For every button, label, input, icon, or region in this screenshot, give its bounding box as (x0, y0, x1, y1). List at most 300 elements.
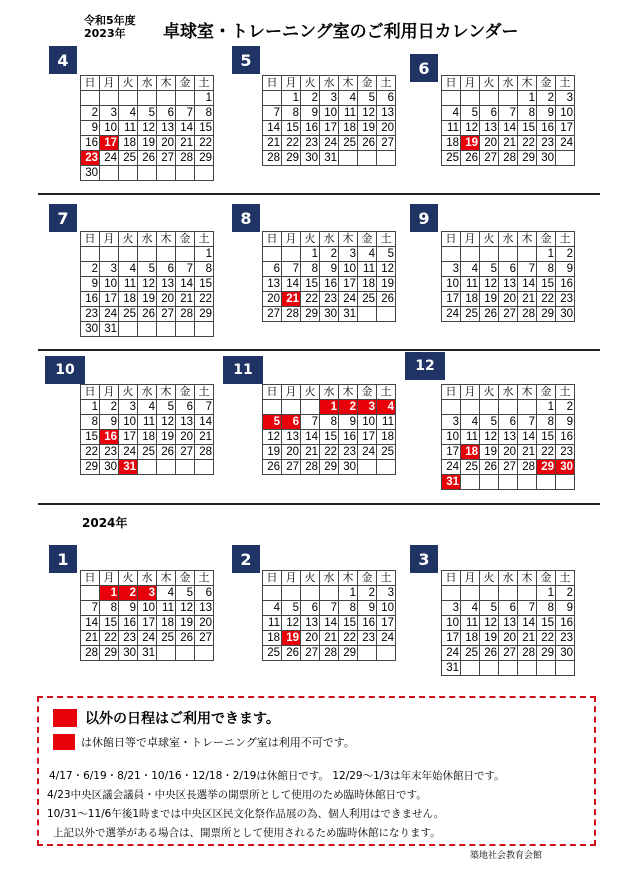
empty-day-cell (518, 475, 537, 490)
day-cell: 17 (358, 430, 377, 445)
day-cell: 24 (442, 307, 461, 322)
week-row (442, 121, 575, 136)
month-badge: 12 (405, 352, 445, 380)
closed-day-cell: 23 (81, 151, 100, 166)
day-cell: 28 (518, 460, 537, 475)
empty-day-cell (282, 247, 301, 262)
day-cell: 17 (339, 277, 358, 292)
day-cell: 6 (301, 601, 320, 616)
month-calendar-table (441, 231, 575, 322)
week-row (81, 106, 214, 121)
note-line: 4/23中央区議会議員・中央区長選挙の開票所として使用のため臨時休館日です。 (47, 789, 427, 801)
month-calendar-table (80, 570, 214, 661)
day-cell: 19 (377, 277, 396, 292)
weekday-header: 金 (537, 76, 556, 91)
weekday-header-row (81, 385, 214, 400)
day-cell: 19 (480, 292, 499, 307)
week-row (442, 646, 575, 661)
empty-day-cell (518, 400, 537, 415)
day-cell: 12 (461, 121, 480, 136)
empty-day-cell (556, 151, 575, 166)
day-cell: 10 (100, 121, 119, 136)
weekday-header: 日 (263, 76, 282, 91)
empty-day-cell (480, 247, 499, 262)
day-cell: 22 (518, 136, 537, 151)
day-cell: 20 (301, 631, 320, 646)
month-badge: 8 (232, 204, 260, 232)
weekday-header: 木 (157, 76, 176, 91)
weekday-header: 土 (195, 571, 214, 586)
day-cell: 13 (499, 277, 518, 292)
day-cell: 23 (556, 445, 575, 460)
weekday-header: 火 (480, 385, 499, 400)
day-cell: 14 (176, 277, 195, 292)
empty-day-cell (537, 661, 556, 676)
closed-day-cell: 5 (263, 415, 282, 430)
day-cell: 14 (282, 277, 301, 292)
weekday-header: 木 (339, 232, 358, 247)
day-cell: 16 (301, 121, 320, 136)
day-cell: 27 (157, 151, 176, 166)
day-cell: 29 (301, 307, 320, 322)
weekday-header-row (263, 571, 396, 586)
legend-swatch-red (53, 709, 77, 727)
day-cell: 22 (282, 136, 301, 151)
weekday-header: 日 (263, 571, 282, 586)
day-cell: 30 (556, 646, 575, 661)
empty-day-cell (499, 91, 518, 106)
weekday-header: 水 (138, 571, 157, 586)
week-row (263, 616, 396, 631)
weekday-header: 月 (100, 232, 119, 247)
day-cell: 20 (499, 292, 518, 307)
day-cell: 5 (282, 601, 301, 616)
day-cell: 13 (263, 277, 282, 292)
closed-day-cell: 16 (100, 430, 119, 445)
weekday-header: 土 (556, 232, 575, 247)
week-row (442, 616, 575, 631)
day-cell: 6 (195, 586, 214, 601)
day-cell: 4 (461, 415, 480, 430)
closed-day-cell: 17 (100, 136, 119, 151)
day-cell: 11 (442, 121, 461, 136)
day-cell: 21 (195, 430, 214, 445)
weekday-header: 月 (461, 76, 480, 91)
day-cell: 3 (339, 247, 358, 262)
day-cell: 20 (157, 292, 176, 307)
month-badge: 11 (223, 356, 263, 384)
day-cell: 10 (442, 277, 461, 292)
day-cell: 29 (282, 151, 301, 166)
day-cell: 11 (461, 277, 480, 292)
day-cell: 18 (138, 430, 157, 445)
empty-day-cell (157, 166, 176, 181)
day-cell: 26 (377, 292, 396, 307)
day-cell: 19 (157, 430, 176, 445)
empty-day-cell (480, 661, 499, 676)
weekday-header: 金 (358, 232, 377, 247)
day-cell: 10 (442, 430, 461, 445)
day-cell: 6 (263, 262, 282, 277)
empty-day-cell (119, 91, 138, 106)
empty-day-cell (176, 166, 195, 181)
day-cell: 28 (176, 151, 195, 166)
day-cell: 3 (442, 262, 461, 277)
week-row (81, 616, 214, 631)
day-cell: 19 (176, 616, 195, 631)
day-cell: 5 (480, 601, 499, 616)
day-cell: 15 (195, 121, 214, 136)
empty-day-cell (442, 586, 461, 601)
weekday-header: 月 (282, 385, 301, 400)
week-row (442, 262, 575, 277)
empty-day-cell (358, 307, 377, 322)
day-cell: 14 (81, 616, 100, 631)
empty-day-cell (461, 400, 480, 415)
day-cell: 29 (339, 646, 358, 661)
day-cell: 28 (499, 151, 518, 166)
weekday-header: 火 (480, 571, 499, 586)
day-cell: 3 (377, 586, 396, 601)
day-cell: 14 (195, 415, 214, 430)
week-row (81, 247, 214, 262)
closed-day-cell: 2 (339, 400, 358, 415)
empty-day-cell (339, 151, 358, 166)
day-cell: 14 (263, 121, 282, 136)
day-cell: 28 (195, 445, 214, 460)
empty-day-cell (358, 151, 377, 166)
day-cell: 27 (157, 307, 176, 322)
day-cell: 29 (518, 151, 537, 166)
day-cell: 4 (138, 400, 157, 415)
day-cell: 19 (480, 445, 499, 460)
week-row (263, 400, 396, 415)
day-cell: 15 (537, 616, 556, 631)
weekday-header: 金 (537, 232, 556, 247)
legend-available (53, 708, 280, 728)
day-cell: 2 (537, 91, 556, 106)
day-cell: 16 (320, 277, 339, 292)
day-cell: 18 (442, 136, 461, 151)
day-cell: 12 (480, 277, 499, 292)
day-cell: 25 (119, 307, 138, 322)
day-cell: 11 (339, 106, 358, 121)
day-cell: 8 (537, 262, 556, 277)
day-cell: 17 (442, 445, 461, 460)
day-cell: 15 (81, 430, 100, 445)
weekday-header: 日 (442, 571, 461, 586)
day-cell: 3 (119, 400, 138, 415)
day-cell: 7 (320, 601, 339, 616)
day-cell: 19 (138, 292, 157, 307)
weekday-header: 水 (320, 385, 339, 400)
day-cell: 26 (157, 445, 176, 460)
empty-day-cell (81, 91, 100, 106)
row-divider (38, 503, 600, 505)
day-cell: 3 (556, 91, 575, 106)
day-cell: 13 (195, 601, 214, 616)
weekday-header: 土 (377, 76, 396, 91)
weekday-header-row (263, 76, 396, 91)
week-row (442, 292, 575, 307)
month-calendar-table (80, 231, 214, 337)
weekday-header: 火 (301, 571, 320, 586)
empty-day-cell (499, 661, 518, 676)
weekday-header: 水 (320, 76, 339, 91)
day-cell: 9 (537, 106, 556, 121)
day-cell: 19 (480, 631, 499, 646)
empty-day-cell (138, 166, 157, 181)
note-line: 4/17・6/19・8/21・10/16・12/18・2/19は休館日です。 12/29～1/3は年末年始休館日です。 (49, 770, 505, 782)
weekday-header: 土 (377, 571, 396, 586)
month-badge: 3 (410, 545, 438, 573)
day-cell: 28 (81, 646, 100, 661)
month-badge: 10 (45, 356, 85, 384)
empty-day-cell (461, 661, 480, 676)
day-cell: 9 (556, 262, 575, 277)
week-row (442, 151, 575, 166)
day-cell: 25 (138, 445, 157, 460)
day-cell: 25 (442, 151, 461, 166)
week-row (81, 307, 214, 322)
day-cell: 20 (480, 136, 499, 151)
day-cell: 15 (282, 121, 301, 136)
day-cell: 1 (537, 247, 556, 262)
day-cell: 27 (176, 445, 195, 460)
empty-day-cell (442, 400, 461, 415)
weekday-header: 土 (195, 385, 214, 400)
day-cell: 30 (339, 460, 358, 475)
day-cell: 21 (176, 136, 195, 151)
day-cell: 6 (157, 106, 176, 121)
week-row (442, 601, 575, 616)
day-cell: 31 (100, 322, 119, 337)
month-calendar-table (441, 384, 575, 490)
day-cell: 30 (119, 646, 138, 661)
weekday-header: 月 (282, 76, 301, 91)
day-cell: 30 (320, 307, 339, 322)
day-cell: 4 (119, 262, 138, 277)
weekday-header: 日 (263, 385, 282, 400)
day-cell: 1 (537, 400, 556, 415)
week-row (81, 415, 214, 430)
weekday-header: 金 (358, 76, 377, 91)
day-cell: 22 (537, 292, 556, 307)
day-cell: 29 (537, 646, 556, 661)
empty-day-cell (461, 91, 480, 106)
weekday-header: 日 (81, 571, 100, 586)
day-cell: 20 (157, 136, 176, 151)
day-cell: 13 (157, 121, 176, 136)
day-cell: 31 (138, 646, 157, 661)
closed-day-cell: 1 (100, 586, 119, 601)
day-cell: 18 (358, 277, 377, 292)
empty-day-cell (518, 586, 537, 601)
day-cell: 25 (377, 445, 396, 460)
day-cell: 21 (518, 445, 537, 460)
empty-day-cell (537, 475, 556, 490)
empty-day-cell (263, 247, 282, 262)
day-cell: 18 (461, 292, 480, 307)
day-cell: 29 (195, 307, 214, 322)
day-cell: 12 (377, 262, 396, 277)
month-badge: 4 (49, 46, 77, 74)
weekday-header: 月 (100, 571, 119, 586)
day-cell: 25 (358, 292, 377, 307)
weekday-header: 金 (537, 571, 556, 586)
day-cell: 24 (100, 151, 119, 166)
day-cell: 11 (119, 277, 138, 292)
day-cell: 13 (480, 121, 499, 136)
day-cell: 9 (556, 415, 575, 430)
weekday-header: 火 (119, 385, 138, 400)
day-cell: 2 (556, 586, 575, 601)
header-era-label: 令和5年度 (84, 14, 136, 27)
empty-day-cell (461, 247, 480, 262)
day-cell: 22 (195, 136, 214, 151)
week-row (263, 121, 396, 136)
month-calendar-table (262, 75, 396, 166)
day-cell: 4 (263, 601, 282, 616)
day-cell: 14 (518, 430, 537, 445)
day-cell: 29 (195, 151, 214, 166)
empty-day-cell (138, 460, 157, 475)
day-cell: 11 (119, 121, 138, 136)
day-cell: 8 (537, 415, 556, 430)
weekday-header: 月 (461, 385, 480, 400)
week-row (81, 91, 214, 106)
day-cell: 20 (195, 616, 214, 631)
weekday-header: 日 (442, 76, 461, 91)
empty-day-cell (138, 247, 157, 262)
note-line: 10/31～11/6午後1時までは中央区区民文化祭作品展の為、個人利用はできません。 (47, 808, 445, 820)
week-row (442, 475, 575, 490)
weekday-header: 日 (442, 385, 461, 400)
weekday-header: 水 (138, 232, 157, 247)
day-cell: 6 (499, 601, 518, 616)
day-cell: 18 (377, 430, 396, 445)
day-cell: 17 (442, 631, 461, 646)
day-cell: 7 (518, 262, 537, 277)
day-cell: 29 (537, 307, 556, 322)
day-cell: 22 (100, 631, 119, 646)
empty-day-cell (157, 646, 176, 661)
day-cell: 26 (480, 460, 499, 475)
day-cell: 26 (480, 307, 499, 322)
empty-day-cell (176, 646, 195, 661)
row-divider (38, 193, 600, 195)
day-cell: 12 (358, 106, 377, 121)
day-cell: 24 (377, 631, 396, 646)
day-cell: 22 (339, 631, 358, 646)
closed-day-cell: 19 (461, 136, 480, 151)
day-cell: 10 (320, 106, 339, 121)
week-row (81, 460, 214, 475)
day-cell: 5 (461, 106, 480, 121)
day-cell: 27 (301, 646, 320, 661)
day-cell: 11 (263, 616, 282, 631)
day-cell: 10 (100, 277, 119, 292)
day-cell: 14 (301, 430, 320, 445)
day-cell: 5 (157, 400, 176, 415)
day-cell: 4 (339, 91, 358, 106)
day-cell: 9 (320, 262, 339, 277)
week-row (442, 136, 575, 151)
day-cell: 17 (377, 616, 396, 631)
day-cell: 7 (176, 262, 195, 277)
weekday-header: 木 (339, 76, 358, 91)
day-cell: 7 (518, 601, 537, 616)
empty-day-cell (518, 661, 537, 676)
weekday-header: 木 (339, 385, 358, 400)
weekday-header: 木 (157, 385, 176, 400)
day-cell: 1 (195, 247, 214, 262)
weekday-header-row (81, 232, 214, 247)
day-cell: 8 (100, 601, 119, 616)
day-cell: 27 (499, 307, 518, 322)
closed-day-cell: 2 (119, 586, 138, 601)
day-cell: 15 (320, 430, 339, 445)
day-cell: 18 (119, 136, 138, 151)
week-row (263, 646, 396, 661)
day-cell: 27 (282, 460, 301, 475)
empty-day-cell (100, 247, 119, 262)
empty-day-cell (176, 460, 195, 475)
day-cell: 1 (81, 400, 100, 415)
day-cell: 4 (157, 586, 176, 601)
week-row (442, 277, 575, 292)
empty-day-cell (320, 586, 339, 601)
day-cell: 31 (442, 661, 461, 676)
row-divider (38, 349, 600, 351)
note-line: 上記以外で選挙がある場合は、開票所として使用されるため臨時休館になります。 (53, 827, 441, 839)
weekday-header: 土 (556, 571, 575, 586)
day-cell: 31 (320, 151, 339, 166)
empty-day-cell (499, 400, 518, 415)
closed-day-cell: 1 (320, 400, 339, 415)
day-cell: 17 (442, 292, 461, 307)
week-row (81, 445, 214, 460)
day-cell: 12 (282, 616, 301, 631)
day-cell: 17 (556, 121, 575, 136)
day-cell: 24 (339, 292, 358, 307)
empty-day-cell (556, 661, 575, 676)
empty-day-cell (377, 307, 396, 322)
day-cell: 1 (537, 586, 556, 601)
week-row (81, 136, 214, 151)
empty-day-cell (195, 322, 214, 337)
day-cell: 8 (195, 262, 214, 277)
week-row (263, 460, 396, 475)
day-cell: 23 (119, 631, 138, 646)
day-cell: 8 (282, 106, 301, 121)
notice-box (37, 696, 596, 846)
empty-day-cell (157, 460, 176, 475)
day-cell: 24 (320, 136, 339, 151)
weekday-header: 水 (499, 232, 518, 247)
day-cell: 28 (282, 307, 301, 322)
weekday-header: 火 (480, 232, 499, 247)
day-cell: 25 (119, 151, 138, 166)
day-cell: 9 (339, 415, 358, 430)
header-year: 2023年 (84, 27, 126, 40)
day-cell: 7 (518, 415, 537, 430)
day-cell: 16 (81, 292, 100, 307)
closed-day-cell: 3 (358, 400, 377, 415)
empty-day-cell (358, 460, 377, 475)
week-row (81, 292, 214, 307)
day-cell: 13 (377, 106, 396, 121)
